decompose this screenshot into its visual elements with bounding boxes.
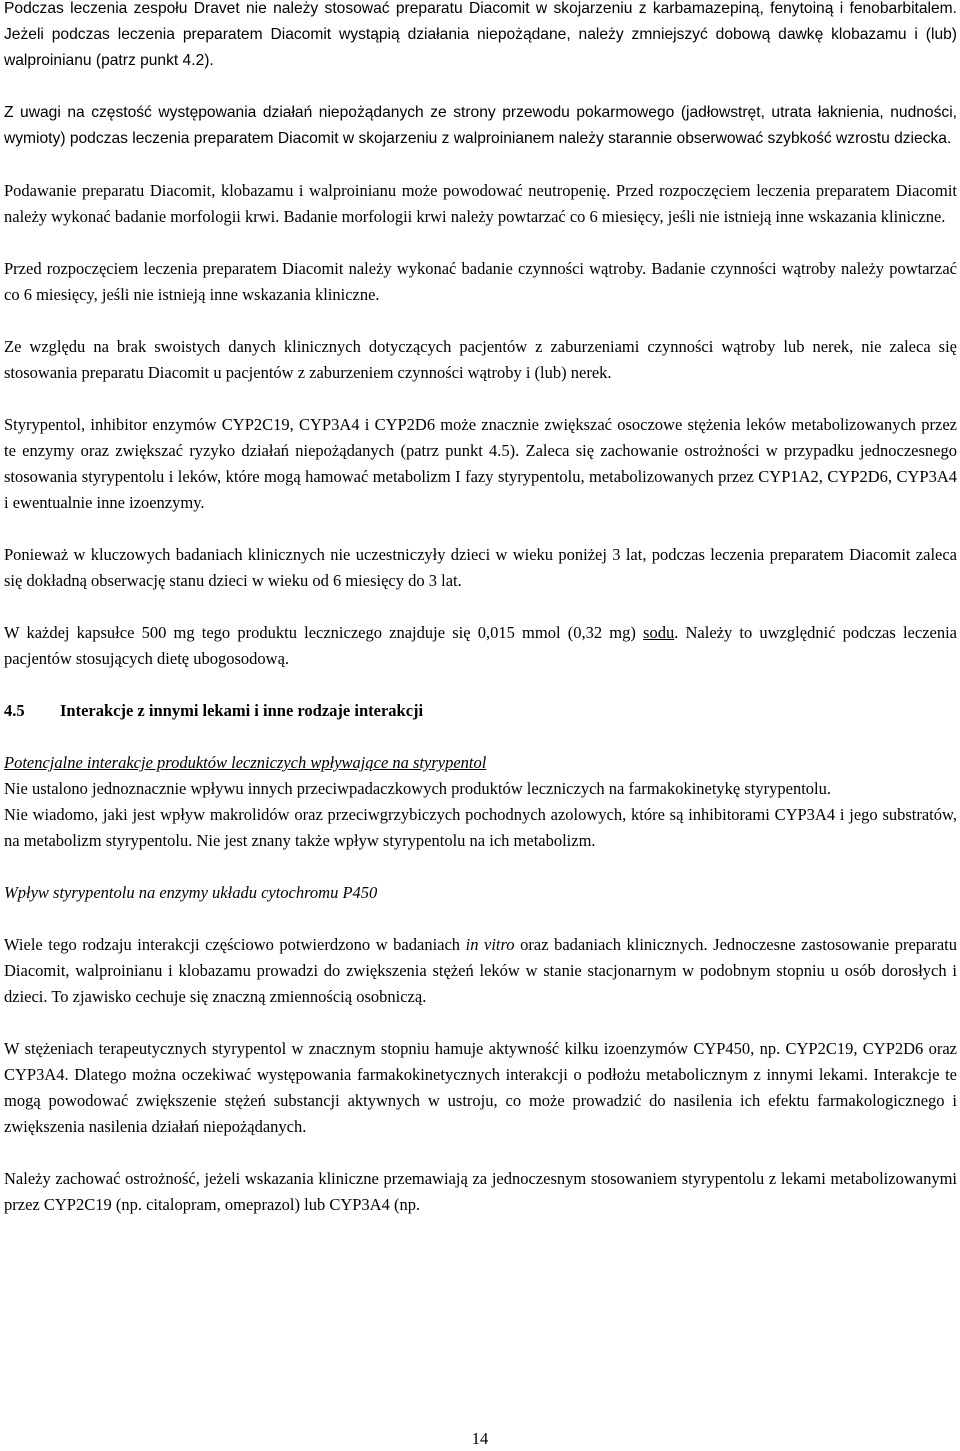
- subheading-cyp450: Wpływ styrypentolu na enzymy układu cytochromu P450: [4, 883, 378, 902]
- paragraph-sodium: [4, 620, 957, 672]
- paragraph-dravet-warning: Podczas leczenia zespołu Dravet nie należy stosować preparatu Diacomit w skojarzeniu z karbamazepiną, fenytoiną i fenobarbitalem. Jeżeli podczas leczenia preparatem Diacomit wystąpią działania niepożądane, należy zmniejszyć dobową dawkę klobazamu i (lub) walproinianu (patrz punkt 4.2).: [4, 0, 957, 69]
- paragraph-renal-hepatic: Ze względu na brak swoistych danych klinicznych dotyczących pacjentów z zaburzeniami czynności wątroby lub nerek, nie zaleca się stosowania preparatu Diacomit u pacjentów z zaburzeniem czynności wątroby i (lub) nerek.: [4, 337, 957, 382]
- document-page: [4, 0, 957, 1218]
- subheading-potential-interactions: Potencjalne interakcje produktów leczniczych wpływające na styrypentol: [4, 753, 487, 772]
- paragraph-children-under-3: Ponieważ w kluczowych badaniach klinicznych nie uczestniczyły dzieci w wieku poniżej 3 lat, podczas leczenia preparatem Diacomit zaleca się dokładną obserwację stanu dzieci w wieku od 6 miesięcy do 3 lat.: [4, 545, 957, 590]
- paragraph-other-antiepileptics: Nie ustalono jednoznacznie wpływu innych przeciwpadaczkowych produktów leczniczych na farmakokinetykę styrypentolu.: [4, 779, 831, 798]
- paragraph-therapeutic-concentrations: W stężeniach terapeutycznych styrypentol w znacznym stopniu hamuje aktywność kilku izoenzymów CYP450, np. CYP2C19, CYP2D6 oraz CYP3A4. Dlatego można oczekiwać występowania farmakokinetycznych interakcji o podłożu metabolicznym z innymi lekami. Interakcje te mogą powodować zwiększenie stężeń substancji aktywnych w ustroju, co może prowadzić do nasilenia ich efektu farmakologicznego i zwiększenia nasilenia działań niepożądanych.: [4, 1039, 957, 1136]
- paragraph-cyp-inhibitor: Styrypentol, inhibitor enzymów CYP2C19, CYP3A4 i CYP2D6 może znacznie zwiększać osoczowe stężenia leków metabolizowanych przez te enzymy oraz zwiększać ryzyko działań niepożądanych (patrz punkt 4.5). Zaleca się zachowanie ostrożności w przypadku jednoczesnego stosowania styrypentolu i leków, które mogą hamować metabolizm I fazy styrypentolu, metabolizowanych przez CYP1A2, CYP2D6, CYP3A4 i ewentualnie inne izoenzymy.: [4, 415, 957, 512]
- section-title: Interakcje z innymi lekami i inne rodzaje interakcji: [60, 701, 424, 720]
- paragraph-liver-function: Przed rozpoczęciem leczenia preparatem Diacomit należy wykonać badanie czynności wątroby. Badanie czynności wątroby należy powtarzać co 6 miesięcy, jeśli nie istnieją inne wskazania kliniczne.: [4, 259, 957, 304]
- sodium-link[interactable]: sodu: [643, 623, 675, 642]
- sodium-text-before: W każdej kapsułce 500 mg tego produktu leczniczego znajduje się 0,015 mmol (0,32 mg): [4, 623, 644, 642]
- paragraph-macrolides: Nie wiadomo, jaki jest wpływ makrolidów oraz przeciwgrzybiczych pochodnych azolowych, które są inhibitorami CYP3A4 i jego substratów, na metabolizm styrypentolu. Nie jest znany także wpływ styrypentolu na ich metabolizm.: [4, 805, 957, 850]
- paragraph-in-vitro: [4, 932, 957, 1010]
- page-number: 14: [471, 1429, 489, 1448]
- paragraph-caution-cyp2c19: Należy zachować ostrożność, jeżeli wskazania kliniczne przemawiają za jednoczesnym stosowaniem styrypentolu z lekami metabolizowanymi przez CYP2C19 (np. citalopram, omeprazol) lub CYP3A4 (np.: [4, 1169, 957, 1214]
- section-number: 4.5: [4, 701, 25, 720]
- paragraph-neutropenia: Podawanie preparatu Diacomit, klobazamu i walproinianu może powodować neutropenię. Przed rozpoczęciem leczenia preparatem Diacomit należy wykonać badanie morfologii krwi. Badanie morfologii krwi należy powtarzać co 6 miesięcy, jeśli nie istnieją inne wskazania kliniczne.: [4, 181, 957, 226]
- in-vitro-before: Wiele tego rodzaju interakcji częściowo potwierdzono w badaniach: [4, 935, 466, 954]
- paragraph-gastro-effects: Z uwagi na częstość występowania działań niepożądanych ze strony przewodu pokarmowego (jadłowstręt, utrata łaknienia, nudności, wymioty) podczas leczenia preparatem Diacomit w skojarzeniu z walproinianem należy starannie obserwować szybkość wzrostu dziecka.: [4, 104, 957, 147]
- in-vitro-after: oraz badaniach klinicznych. Jednoczesne zastosowanie preparatu Diacomit, walproinianu i klobazamu prowadzi do zwiększenia stężeń leków w stanie stacjonarnym w podobnym stopniu u osób dorosłych i dzieci. To zjawisko cechuje się znaczną zmiennością osobniczą.: [4, 935, 957, 1006]
- sodium-text-after: . Należy to uwzględnić podczas leczenia pacjentów stosujących dietę ubogosodową.: [4, 623, 958, 668]
- in-vitro-italic: in vitro: [465, 935, 515, 954]
- section-heading: [4, 698, 957, 724]
